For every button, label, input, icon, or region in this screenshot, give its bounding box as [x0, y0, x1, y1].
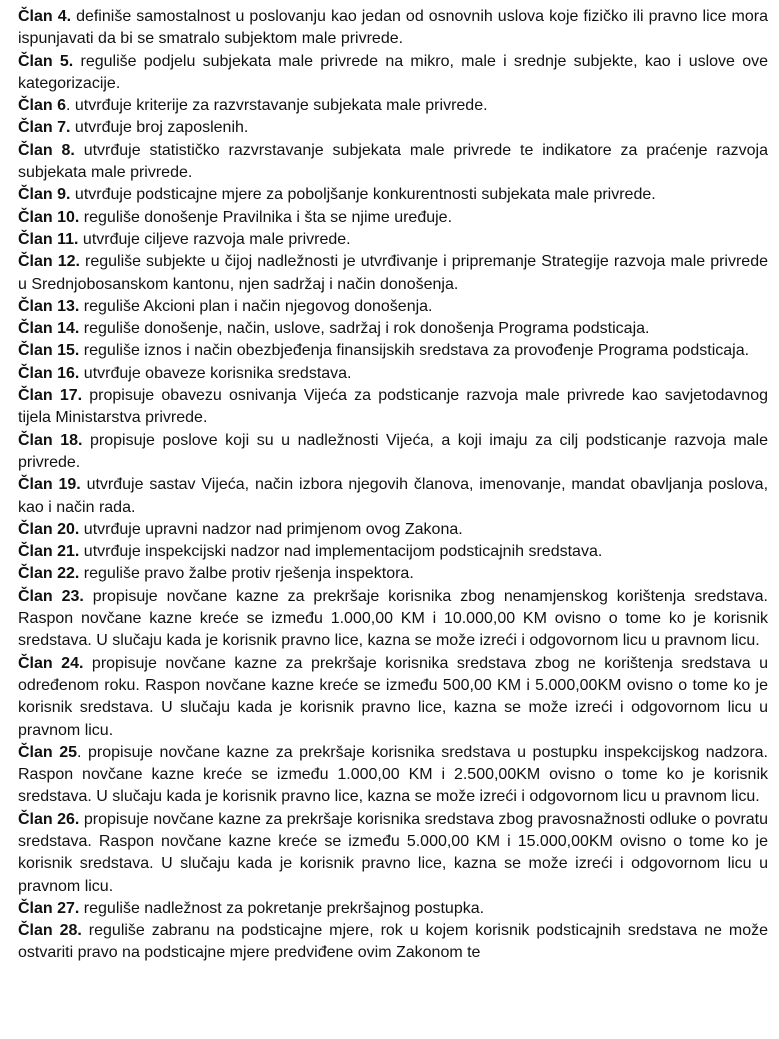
article-number: Član 21.: [18, 543, 80, 561]
article-number: Član 9.: [18, 186, 71, 204]
article-number: Član 27.: [18, 899, 80, 917]
article-number: Član 17.: [18, 387, 83, 405]
article-paragraph: [18, 809, 768, 898]
article-text: propisuje novčane kazne za prekršaje korisnika zbog nenamjenskog korištenja sredstava. Raspon novčane kazne kreće se između 1.000,00 KM i 10.000,00 KM ovisno o tome ko je korisnik sredstava. U slučaju kada je korisnik pravno lice, kazna se može izreći i odgovornom licu u pravnom licu.: [18, 587, 769, 650]
article-paragraph: [18, 296, 768, 318]
article-number: Član 20.: [18, 520, 80, 538]
article-paragraph: [18, 340, 768, 362]
article-paragraph: [18, 653, 768, 742]
article-text: reguliše subjekte u čijoj nadležnosti je utvrđivanje i pripremanje Strategije razvoja male privrede u Srednjobosanskom kantonu, njen sadržaj i način donošenja.: [18, 253, 769, 293]
article-number: Član 15.: [18, 342, 80, 360]
article-number: Član 23.: [18, 587, 84, 605]
article-number: Član 4.: [18, 8, 72, 25]
article-number: Član 11.: [18, 230, 79, 248]
article-number: Član 10.: [18, 208, 80, 226]
article-text: reguliše zabranu na podsticajne mjere, rok u kojem korisnik podsticajnih sredstava ne može ostvariti pravo na podsticajne mjere predviđene ovim Zakonom te: [18, 922, 768, 962]
article-paragraph: [18, 251, 768, 296]
article-text: utvrđuje podsticajne mjere za poboljšanje konkurentnosti subjekata male privrede.: [70, 186, 656, 204]
article-paragraph: [18, 318, 768, 340]
article-paragraph: [18, 563, 768, 585]
article-text: reguliše donošenje Pravilnika i šta se njime uređuje.: [79, 208, 453, 226]
article-paragraph: [18, 742, 768, 809]
article-paragraph: [18, 6, 768, 51]
article-paragraph: [18, 474, 768, 519]
article-paragraph: [18, 519, 768, 541]
article-text: utvrđuje obaveze korisnika sredstava.: [79, 364, 352, 382]
article-text: reguliše Akcioni plan i način njegovog donošenja.: [79, 297, 433, 315]
article-paragraph: [18, 140, 768, 185]
article-text: reguliše pravo žalbe protiv rješenja inspektora.: [79, 565, 414, 583]
article-number: Član 13.: [18, 297, 80, 315]
article-paragraph: [18, 207, 768, 229]
article-text: definiše samostalnost u poslovanju kao jedan od osnovnih uslova koje fizičko ili pravno lice mora ispunjavati da bi se smatralo subjektom male privrede.: [18, 8, 768, 48]
article-number: Član 19.: [18, 476, 81, 494]
article-paragraph: [18, 51, 768, 96]
article-paragraph: [18, 229, 768, 251]
article-text: reguliše podjelu subjekata male privrede na mikro, male i srednje subjekte, kao i uslove ove kategorizacije.: [18, 52, 768, 92]
article-text: . propisuje novčane kazne za prekršaje korisnika sredstava u postupku inspekcijskog nadzora. Raspon novčane kazne kreće se između 1.000,00 KM i 2.500,00KM ovisno o tome ko je korisnik sredstava. U slučaju kada je korisnik pravno lice, kazna se može izreći i odgovornom licu u pravnom licu.: [18, 743, 768, 806]
article-text: utvrđuje upravni nadzor nad primjenom ovog Zakona.: [79, 520, 463, 538]
article-text: reguliše iznos i način obezbjeđenja finansijskih sredstava za provođenje Programa podsticaja.: [79, 342, 750, 360]
article-paragraph: [18, 363, 768, 385]
article-number: Član 12.: [18, 253, 80, 271]
article-number: Član 7.: [18, 119, 71, 137]
article-text: utvrđuje ciljeve razvoja male privrede.: [78, 230, 351, 248]
article-number: Član 28.: [18, 922, 82, 940]
article-number: Član 14.: [18, 320, 80, 338]
article-text: propisuje poslove koji su u nadležnosti Vijeća, a koji imaju za cilj podsticanje razvoja male privrede.: [18, 431, 768, 471]
article-text: utvrđuje sastav Vijeća, način izbora njegovih članova, imenovanje, mandat obavljanja poslova, kao i način rada.: [18, 476, 769, 516]
article-text: . utvrđuje kriterije za razvrstavanje subjekata male privrede.: [66, 97, 488, 115]
article-paragraph: [18, 430, 768, 475]
article-paragraph: [18, 920, 768, 965]
article-number: Član 18.: [18, 431, 83, 449]
article-text: propisuje obavezu osnivanja Vijeća za podsticanje razvoja male privrede kao savjetodavnog tijela Ministarstva privrede.: [18, 387, 768, 427]
article-number: Član 24.: [18, 654, 84, 672]
article-paragraph: [18, 95, 768, 117]
article-text: propisuje novčane kazne za prekršaje korisnika sredstava zbog ne korištenja sredstava u određenom roku. Raspon novčane kazne kreće se između 500,00 KM i 5.000,00KM ovisno o tome ko je korisnik sredstava. U slučaju kada je korisnik pravno lice, kazna se može izreći i odgovornom licu u pravnom licu.: [18, 654, 768, 739]
article-number: Član 16.: [18, 364, 80, 382]
article-paragraph: [18, 586, 768, 653]
article-text: utvrđuje inspekcijski nadzor nad implementacijom podsticajnih sredstava.: [79, 543, 603, 561]
article-number: Član 6: [18, 97, 67, 115]
article-text: propisuje novčane kazne za prekršaje korisnika sredstava zbog pravosnažnosti odluke o povratu sredstava. Raspon novčane kazne kreće se između 5.000,00 KM i 15.000,00KM ovisno o tome ko je korisnik sredstava. U slučaju kada je korisnik pravno lice, kazna se može izreći i odgovornom licu u pravnom licu.: [18, 810, 769, 895]
article-paragraph: [18, 184, 768, 206]
article-paragraph: [18, 117, 768, 139]
article-number: Član 8.: [18, 141, 75, 159]
article-text: reguliše nadležnost za pokretanje prekršajnog postupka.: [79, 899, 485, 917]
article-text: utvrđuje statističko razvrstavanje subjekata male privrede te indikatore za praćenje razvoja subjekata male privrede.: [18, 141, 768, 182]
article-number: Član 25: [18, 743, 78, 761]
article-paragraph: [18, 898, 768, 920]
article-paragraph: [18, 541, 768, 563]
document-page: [18, 6, 768, 965]
article-number: Član 22.: [18, 565, 80, 583]
article-paragraph: [18, 385, 768, 430]
article-text: utvrđuje broj zaposlenih.: [70, 119, 249, 137]
article-number: Član 5.: [18, 52, 74, 70]
article-number: Član 26.: [18, 810, 80, 828]
article-text: reguliše donošenje, način, uslove, sadržaj i rok donošenja Programa podsticaja.: [79, 320, 650, 338]
